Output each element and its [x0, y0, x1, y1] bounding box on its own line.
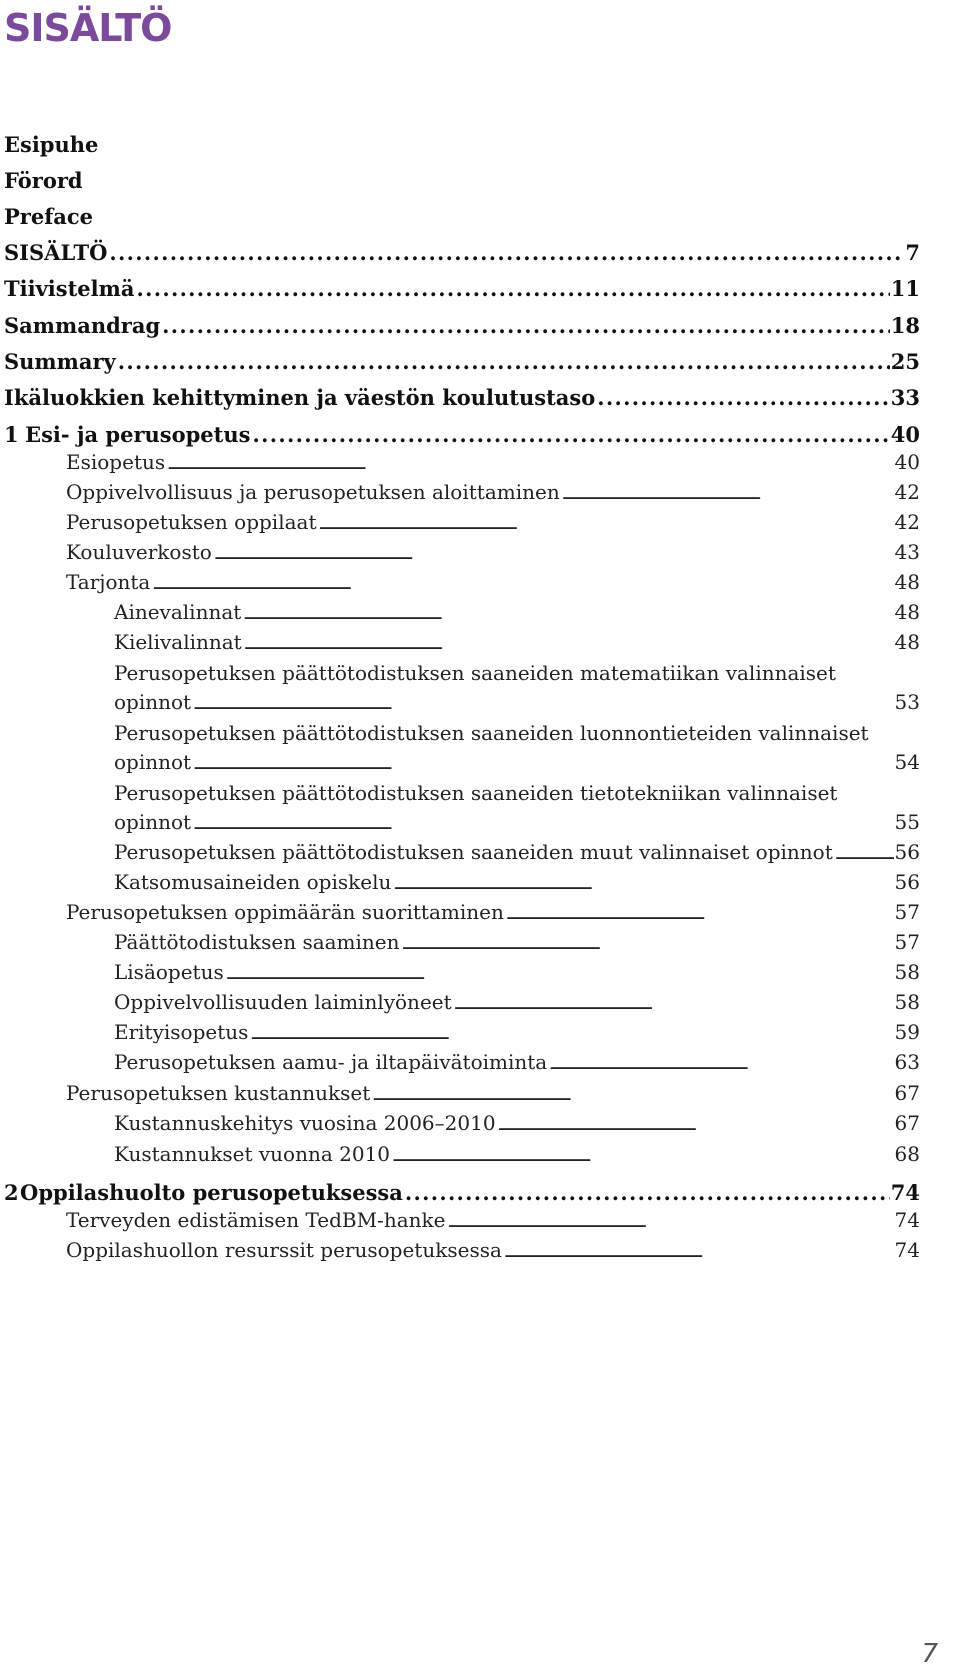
toc-page-number: 56	[894, 870, 920, 894]
toc-page-number: 57	[894, 930, 920, 954]
toc-entry	[0, 958, 960, 990]
toc-entry-title: Perusopetuksen kustannukset	[66, 1081, 371, 1105]
toc-dot-leader	[506, 897, 894, 930]
toc-dot-leader	[549, 1047, 893, 1080]
toc-entry	[0, 1079, 960, 1111]
toc-page-number: 74	[894, 1208, 920, 1232]
toc-page-number: 48	[894, 630, 920, 654]
toc-page-number: 59	[894, 1020, 920, 1044]
toc-entry	[0, 568, 960, 600]
toc-entry-title: Sammandrag	[4, 313, 161, 338]
toc-entry	[0, 628, 960, 660]
toc-entry	[0, 309, 960, 341]
toc-entry-title: Perusopetuksen päättötodistuksen saaneiden matematiikan valinnaiset	[114, 661, 836, 685]
toc-entry-title: Perusopetuksen oppilaat	[66, 510, 317, 534]
toc-entry-title-continuation: opinnot	[114, 810, 192, 834]
toc-page-number: 67	[894, 1081, 920, 1105]
toc-entry-title: Perusopetuksen päättötodistuksen saaneiden muut valinnaiset opinnot	[114, 840, 833, 864]
toc-page-number: 42	[894, 510, 920, 534]
toc-entry	[0, 1206, 960, 1238]
toc-entry	[0, 200, 960, 232]
toc-entry-title: Esipuhe	[4, 132, 99, 157]
toc-entry-title: Katsomusaineiden opiskelu	[114, 870, 392, 894]
toc-entry	[0, 418, 960, 450]
toc-entry	[0, 838, 960, 870]
toc-entry	[0, 1140, 960, 1172]
toc-page-number: 58	[894, 960, 920, 984]
toc-entry-title: Ikäluokkien kehittyminen ja väestön koulutustaso	[4, 385, 596, 410]
toc-dot-leader	[118, 347, 890, 377]
toc-dot-leader	[167, 447, 893, 480]
toc-dot-leader	[193, 687, 893, 720]
toc-dot-leader	[193, 807, 893, 840]
toc-entry	[0, 272, 960, 304]
toc-entry-title: Kielivalinnat	[114, 630, 242, 654]
toc-page-number: 40	[894, 450, 920, 474]
toc-entry	[0, 1176, 960, 1208]
toc-entry	[0, 988, 960, 1020]
toc-entry-title: Oppilashuolto perusopetuksessa	[20, 1180, 403, 1205]
toc-entry	[0, 781, 960, 840]
toc-page-number: 42	[894, 480, 920, 504]
toc-dot-leader	[562, 477, 894, 510]
toc-dot-leader	[244, 627, 894, 660]
toc-entry-title-continuation: opinnot	[114, 690, 192, 714]
toc-page-number: 33	[890, 385, 920, 410]
toc-page-number: 11	[890, 276, 920, 301]
toc-dot-leader	[318, 507, 893, 540]
toc-entry-title: Perusopetuksen päättötodistuksen saaneiden luonnontieteiden valinnaiset	[114, 721, 869, 745]
toc-entry-title: Terveyden edistämisen TedBM-hanke	[66, 1208, 446, 1232]
toc-entry	[0, 478, 960, 510]
toc-entry-title: Ainevalinnat	[114, 600, 242, 624]
toc-entry	[0, 661, 960, 720]
toc-entry	[0, 1109, 960, 1141]
toc-entry	[0, 381, 960, 413]
toc-entry	[0, 1018, 960, 1050]
toc-dot-leader	[243, 597, 893, 630]
toc-dot-leader	[109, 238, 904, 268]
toc-dot-leader	[835, 837, 894, 870]
toc-page-number: 57	[894, 900, 920, 924]
toc-page-number: 58	[894, 990, 920, 1014]
toc-entry	[0, 236, 960, 268]
toc-entry-title: SISÄLTÖ	[4, 240, 108, 265]
toc-entry	[0, 868, 960, 900]
toc-dot-leader	[393, 867, 893, 900]
toc-chapter-number: 2	[4, 1180, 19, 1205]
toc-entry-title: Perusopetuksen aamu- ja iltapäivätoiminta	[114, 1050, 548, 1074]
toc-dot-leader	[136, 274, 889, 304]
toc-entry-title: Lisäopetus	[114, 960, 224, 984]
toc-entry	[0, 928, 960, 960]
toc-dot-leader	[597, 383, 890, 413]
toc-page-number: 48	[894, 570, 920, 594]
toc-entry	[0, 345, 960, 377]
toc-dot-leader	[405, 1178, 890, 1208]
toc-entry-title: Oppivelvollisuuden laiminlyöneet	[114, 990, 452, 1014]
toc-entry-title: Esi- ja perusopetus	[25, 422, 251, 447]
toc-dot-leader	[250, 1017, 893, 1050]
toc-page-number: 74	[894, 1238, 920, 1262]
toc-page-number: 56	[894, 840, 920, 864]
toc-entry-title: Esiopetus	[66, 450, 166, 474]
toc-page-number: 74	[890, 1180, 920, 1205]
toc-entry-title: Oppilashuollon resurssit perusopetuksessa	[66, 1238, 502, 1262]
toc-entry-title: Summary	[4, 349, 116, 374]
toc-dot-leader	[447, 1205, 893, 1238]
toc-dot-leader	[504, 1235, 894, 1268]
toc-dot-leader	[252, 420, 889, 450]
toc-page-number: 7	[905, 240, 920, 265]
toc-dot-leader	[372, 1078, 893, 1111]
toc-dot-leader	[162, 311, 890, 341]
toc-page-number: 63	[894, 1050, 920, 1074]
toc-entry	[0, 164, 960, 196]
toc-page-number: 68	[894, 1142, 920, 1166]
page-number: 7	[921, 1639, 938, 1669]
toc-entry	[0, 128, 960, 160]
toc-page-number: 18	[890, 313, 920, 338]
toc-dot-leader	[392, 1139, 894, 1172]
toc-entry	[0, 1236, 960, 1268]
toc-entry-title: Päättötodistuksen saaminen	[114, 930, 400, 954]
toc-entry	[0, 538, 960, 570]
toc-dot-leader	[402, 927, 894, 960]
toc-dot-leader	[214, 537, 894, 570]
toc-page-number: 48	[894, 600, 920, 624]
toc-dot-leader	[498, 1108, 894, 1141]
toc-page-number: 43	[894, 540, 920, 564]
toc-entry-title: Perusopetuksen päättötodistuksen saaneiden tietotekniikan valinnaiset	[114, 781, 838, 805]
toc-entry	[0, 508, 960, 540]
toc-entry-title: Förord	[4, 168, 83, 193]
toc-page-number: 55	[894, 810, 920, 834]
toc-page-number: 25	[890, 349, 920, 374]
toc-entry-title-continuation: opinnot	[114, 750, 192, 774]
toc-entry	[0, 448, 960, 480]
toc-dot-leader	[226, 957, 894, 990]
toc-entry	[0, 721, 960, 780]
toc-entry	[0, 598, 960, 630]
toc-chapter-number: 1	[4, 422, 19, 447]
toc-entry-title: Kouluverkosto	[66, 540, 212, 564]
toc-entry-title: Erityisopetus	[114, 1020, 249, 1044]
toc-dot-leader	[152, 567, 893, 600]
toc-page-number: 53	[894, 690, 920, 714]
toc-dot-leader	[454, 987, 894, 1020]
toc-entry-title: Perusopetuksen oppimäärän suorittaminen	[66, 900, 504, 924]
toc-entry-title: Tiivistelmä	[4, 276, 135, 301]
toc-entry-title: Preface	[4, 204, 94, 229]
toc-dot-leader	[193, 747, 893, 780]
toc-page-number: 40	[890, 422, 920, 447]
toc-entry-title: Kustannuskehitys vuosina 2006–2010	[114, 1111, 496, 1135]
toc-page-number: 67	[894, 1111, 920, 1135]
toc-entry-title: Oppivelvollisuus ja perusopetuksen aloittaminen	[66, 480, 560, 504]
toc-page-number: 54	[894, 750, 920, 774]
toc-entry-title: Tarjonta	[66, 570, 151, 594]
toc-entry-title: Kustannukset vuonna 2010	[114, 1142, 391, 1166]
toc-entry	[0, 1048, 960, 1080]
page-title: SISÄLTÖ	[4, 6, 172, 50]
toc-entry	[0, 898, 960, 930]
